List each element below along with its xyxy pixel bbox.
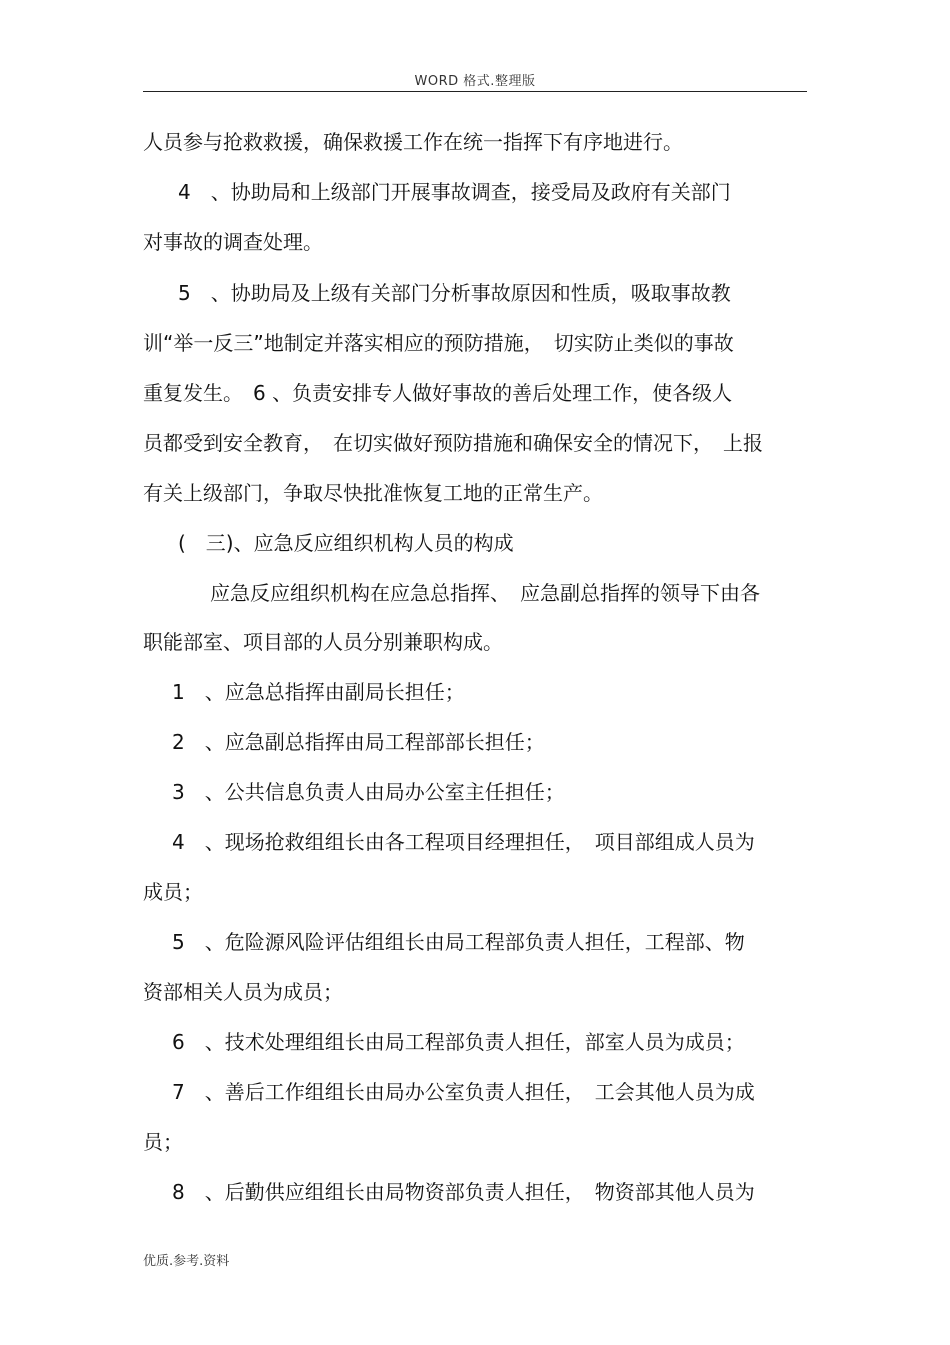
page-header: WORD 格式.整理版 <box>414 74 536 89</box>
list-item: 4 、现场抢救组组长由各工程项目经理担任， 项目部组成人员为 <box>172 830 755 854</box>
list-item: 5 、危险源风险评估组组长由局工程部负责人担任，工程部、物 <box>172 930 745 954</box>
text-line: 4 、协助局和上级部门开展事故调查，接受局及政府有关部门 <box>178 180 731 204</box>
text-line: 成员； <box>143 880 203 904</box>
text-line: 资部相关人员为成员； <box>143 980 343 1004</box>
text-line: 训“举一反三”地制定并落实相应的预防措施， 切实防止类似的事故 <box>143 331 734 355</box>
list-item: 7 、善后工作组组长由局办公室负责人担任， 工会其他人员为成 <box>172 1080 755 1104</box>
list-item: 8 、后勤供应组组长由局物资部负责人担任， 物资部其他人员为 <box>172 1180 755 1204</box>
text-line: 应急反应组织机构在应急总指挥、 应急副总指挥的领导下由各 <box>210 581 760 605</box>
text-line: 重复发生。 6 、负责安排专人做好事故的善后处理工作，使各级人 <box>143 381 733 405</box>
section-heading: ( 三)、应急反应组织机构人员的构成 <box>178 531 514 555</box>
header-rule <box>143 91 807 92</box>
list-item: 2 、应急副总指挥由局工程部部长担任； <box>172 730 545 754</box>
text-line: 员都受到安全教育， 在切实做好预防措施和确保安全的情况下， 上报 <box>143 431 763 455</box>
text-line: 职能部室、项目部的人员分别兼职构成。 <box>143 630 503 654</box>
text-line: 员； <box>143 1130 183 1154</box>
text-line: 有关上级部门，争取尽快批准恢复工地的正常生产。 <box>143 481 603 505</box>
text-line: 对事故的调查处理。 <box>143 230 323 254</box>
page-footer: 优质.参考.资料 <box>143 1254 230 1269</box>
text-line: 人员参与抢救救援，确保救援工作在统一指挥下有序地进行。 <box>143 130 683 154</box>
list-item: 6 、技术处理组组长由局工程部负责人担任，部室人员为成员； <box>172 1030 745 1054</box>
text-line: 5 、协助局及上级有关部门分析事故原因和性质，吸取事故教 <box>178 281 731 305</box>
list-item: 3 、公共信息负责人由局办公室主任担任； <box>172 780 565 804</box>
list-item: 1 、应急总指挥由副局长担任； <box>172 680 465 704</box>
